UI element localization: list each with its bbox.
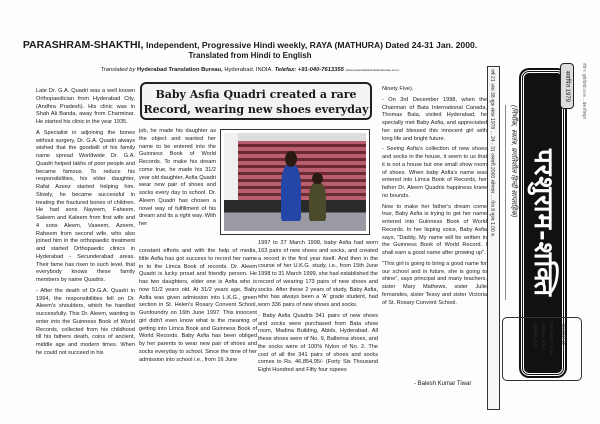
- translation-credit: [0, 67, 500, 73]
- paragraph: Late Dr. G.A. Quadri was a well known Orthopaedician from Hyderabad City, (Andhra Pradesh). His clinic was in Shah Ali Banda, away from Charminar. He started his clinic in the year 1935.: [36, 88, 135, 125]
- membership-box: Member of:- INS, ABIEC, ILNA, AISNNA, ISNA, AISMNF, PUJI: [502, 317, 582, 381]
- headline-line-1: Baby Asfia Quadri created a rare: [155, 88, 357, 101]
- registration-note: रजि नं. यूपी/हिन्दी/1978 ... प्रेस रजिस्ट्रार: [582, 63, 586, 120]
- issue-info-strip: वर्ष 21 अंक 38 शुक्र संवत 1978 ... 24 - 31 जनवरी 2000 सोमवार ... पेज 8 मूल्य 1.00 रु.: [487, 66, 500, 410]
- credit-bureau: Hyderabad Translation Bureau,: [136, 67, 223, 73]
- publication-name: PARASHRAM-SHAKTHI,: [22, 39, 144, 51]
- article-column-3: [258, 240, 378, 378]
- article-column-2: [139, 128, 216, 232]
- photo-image: [224, 133, 366, 231]
- article-author: - Balesh Kumar Tiwar: [414, 381, 472, 387]
- paragraph: Now to make her father's dream come true, Baby Asfia is trying to get her name entered into Guinness Book of World Records. In her lisping voice, Baby Asfia says, "Daddy, My name will be written in the Guinness Book of World Record. I shall earn a good name after growing up".: [382, 203, 487, 256]
- masthead-nameplate: परशुराम-शक्ति: [521, 70, 565, 376]
- credit-telefax: Telefax: +91-040-7613355: [274, 67, 344, 73]
- credit-location: Hyderabad. INDIA.: [224, 67, 273, 73]
- headline-line-2: Record, wearing new shoes everyday: [143, 103, 369, 116]
- girl-figure-sister: [309, 182, 326, 221]
- publication-header: [0, 39, 500, 51]
- article-column-1: [36, 88, 135, 361]
- paragraph: Ninety Five).: [382, 86, 414, 92]
- credit-prefix: Translated by: [100, 67, 136, 73]
- paragraph: 1997 to 27 March 1998, baby Asfia had worn 163 pairs of new shoes and socks, and created a record in the first year itself. And then in the course of her U.K.G. study, i.e., from 15th June 1998 to 31 March 1999, she had established the record of wearing 173 pairs of new shoes and socks. After these 2 years of study, Baby Asfia, who has always been a 'A' grade student, had worn 336 pairs of new shoes and socks.: [258, 240, 378, 308]
- paragraph: "This girl is going to bring a good name for our school and in future, she is going to shine", says principal and many teachers, sister Mary Mathews, sister Julie fernandes, sister Tessy and sister Victoria of St. Rosary Convent School.: [382, 260, 487, 306]
- since-badge: स्थापित 1979: [560, 63, 574, 109]
- paragraph: - Seeing Asfia's collection of new shoes and socks in the house, it seem to us that it is not a house but one small show room of shoes. When baby Asfia's name was entered into Limca Book of Records, her father Dr. Aleem Quadris happiness knew no bounds.: [382, 146, 487, 199]
- paragraph: - On 3rd December 1998, when the Chairman of Bata International Canada, Thomas Bata, visited Hyderabad, he specially met Baby Asfia, and appreciated her and blessed this innocent girl with long life and bright future.: [382, 96, 487, 142]
- paragraph: - Baby Asfia Quadris 341 pairs of new shoes and socks were purchased from Bata show room, Madina Building, Abids, Hyderabad. All these shoes were of No. 9, Ballerina shoes, and the socks were of 100% Nylon of No. 2. The cost of all the 341 pairs of shoes and socks comes to Rs. 46,854,95/- (Forty Six Thousand Eight Hundred and Fifty four rupees: [258, 312, 378, 373]
- translation-subtitle: Translated from Hindi to English: [188, 51, 312, 60]
- paragraph: constant efforts and with the help of media, little Asfia has got success to record her name in to the Limca Book of records. Dr. Aleem Quadri is lucky proud and friendly person. He has two daughters, elder one is Asfia who is now 51/2 years old. At 31/2 years age, Baby Asfia was given admission into L.K.G., green section in St. Helen's Rosary Convent School, Gunfoundry on 16th June 1997. This innocent girl didn't even know what is the meaning of getting into Limca Book and Guinness Book of World Records. Baby Asfia has been obliged by her parents to wear new pair of shoes and socks everyday to school. Since the time of her admission into school i.e., from 16 June: [139, 248, 257, 363]
- publication-description: Independent, Progressive Hindi weekly, RAYA (MATHURA) Dated 24-31 Jan. 2000.: [146, 40, 478, 50]
- paragraph: - After the death of Dr.G.A. Quadri in 1994, the responsibilities fell on Dr. Aleem's shoulders, which he handled successfully. This Dr. Aleem, wanting to enter into the Guinness Book of World Records, collected from his childhood till his fathers death, coins of ancient, middle age and modern times. When he could not succeed in his: [36, 287, 135, 356]
- article-column-2-continued: [139, 248, 257, 367]
- masthead-tagline: (निर्भीक, स्वतंत्र, प्रगतिशील हिन्दी साप्ताहिक): [505, 105, 518, 300]
- article-headline: [140, 82, 372, 120]
- article-column-4: [382, 86, 487, 310]
- paragraph: A Specialist in adjoining the bones without surgery, Dr. G.A. Quadri always wished that the goodwill of his family name spread Worldwide Dr. G.A. Quadri helped lakhs of poor people and became famous. To reduce his responsibilities, his elder daughter, Rafat Azeez started helping him. Slowly, he became successful in treating the fractured bones of children. He had sons Nayeem, Faheem, Saleem and Kaleem from first wife and 4 sons Aleem, Vaseem, Azeem, Raheem from second wife, who also joined him in the orthopaedic treatment and started Orthopaedic clinics in Hyderabad - Secunderabad areas. Their fame has risen to such level, that everybody knows these family members by name Quadris.: [36, 129, 135, 283]
- paragraph: job, he made his daughter as the object and wanted her name to be entered into the Guinness Book of World Records. To make his dream come true, he made his 31/2 year old daughter, Asfia Quadri wear new pair of shoes and socks every day to school. Dr. Aleem Quadri has chosen a novel way of fulfillment of his dream and its a right way. With her: [139, 128, 216, 227]
- credit-url: (www.hyderabadtranslationbureau.com.): [345, 68, 400, 72]
- article-photo: [220, 129, 370, 235]
- girl-figure-asfia: [281, 164, 301, 221]
